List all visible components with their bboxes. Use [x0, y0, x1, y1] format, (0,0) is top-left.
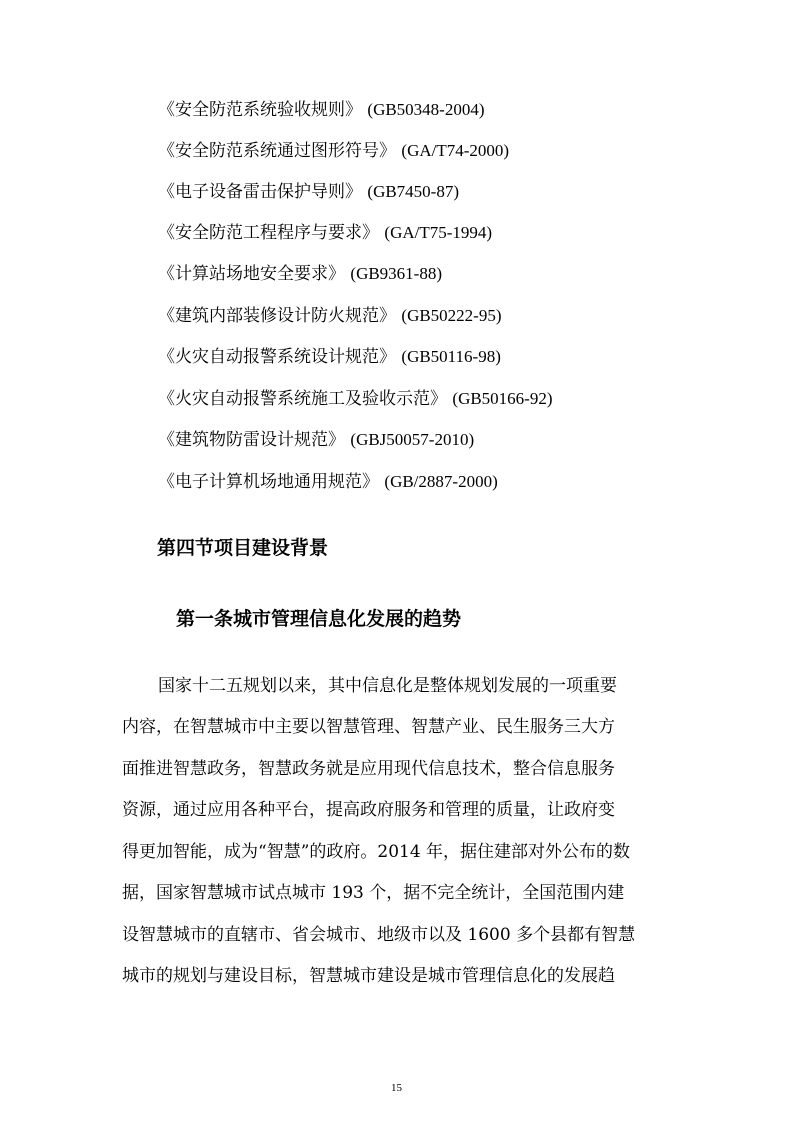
paragraph-line: 国家十二五规划以来，其中信息化是整体规划发展的一项重要 — [158, 676, 617, 696]
reference-code: (GB/2887-2000) — [384, 472, 498, 491]
reference-title: 《建筑内部装修设计防火规范》 — [158, 306, 396, 326]
reference-item — [158, 141, 509, 161]
reference-code: (GB50116-98) — [401, 347, 501, 366]
reference-item — [158, 306, 502, 326]
reference-item — [158, 264, 442, 284]
paragraph-line: 面推进智慧政务，智慧政务就是应用现代信息技术，整合信息服务 — [122, 759, 615, 779]
reference-title: 《火灾自动报警系统设计规范》 — [158, 347, 396, 367]
reference-code: (GB9361-88) — [350, 264, 443, 283]
paragraph-line: 城市的规划与建设目标，智慧城市建设是城市管理信息化的发展趋 — [122, 966, 615, 986]
reference-code: (GA/T75-1994) — [384, 223, 493, 242]
reference-item — [158, 472, 498, 492]
reference-title: 《安全防范系统验收规则》 — [158, 100, 362, 120]
reference-item — [158, 182, 459, 202]
reference-item — [158, 347, 501, 367]
page-number: 15 — [391, 1082, 402, 1094]
reference-code: (GB7450-87) — [367, 182, 460, 201]
reference-title: 《火灾自动报警系统施工及验收示范》 — [158, 389, 447, 409]
reference-item — [158, 100, 485, 120]
reference-title: 《安全防范系统通过图形符号》 — [158, 141, 396, 161]
reference-code: (GA/T74-2000) — [401, 141, 510, 160]
reference-title: 《计算站场地安全要求》 — [158, 264, 345, 284]
reference-item — [158, 430, 474, 450]
reference-code: (GBJ50057-2010) — [350, 430, 475, 449]
reference-title: 《安全防范工程程序与要求》 — [158, 223, 379, 243]
paragraph-line: 内容，在智慧城市中主要以智慧管理、智慧产业、民生服务三大方 — [122, 717, 615, 737]
paragraph-line: 设智慧城市的直辖市、省会城市、地级市以及 1600 多个县都有智慧 — [122, 925, 636, 945]
reference-code: (GB50222-95) — [401, 306, 502, 325]
reference-item — [158, 389, 553, 409]
article-heading: 第一条城市管理信息化发展的趋势 — [176, 608, 462, 630]
paragraph-line: 据，国家智慧城市试点城市 193 个，据不完全统计，全国范围内建 — [122, 883, 625, 903]
paragraph-line: 得更加智能，成为“智慧”的政府。2014 年，据住建部对外公布的数 — [122, 842, 631, 862]
paragraph-line: 资源，通过应用各种平台，提高政府服务和管理的质量，让政府变 — [122, 800, 615, 820]
reference-title: 《建筑物防雷设计规范》 — [158, 430, 345, 450]
reference-code: (GB50166-92) — [452, 389, 553, 408]
reference-item — [158, 223, 492, 243]
reference-code: (GB50348-2004) — [367, 100, 485, 119]
reference-title: 《电子计算机场地通用规范》 — [158, 472, 379, 492]
reference-title: 《电子设备雷击保护导则》 — [158, 182, 362, 202]
section-heading: 第四节项目建设背景 — [157, 537, 329, 559]
